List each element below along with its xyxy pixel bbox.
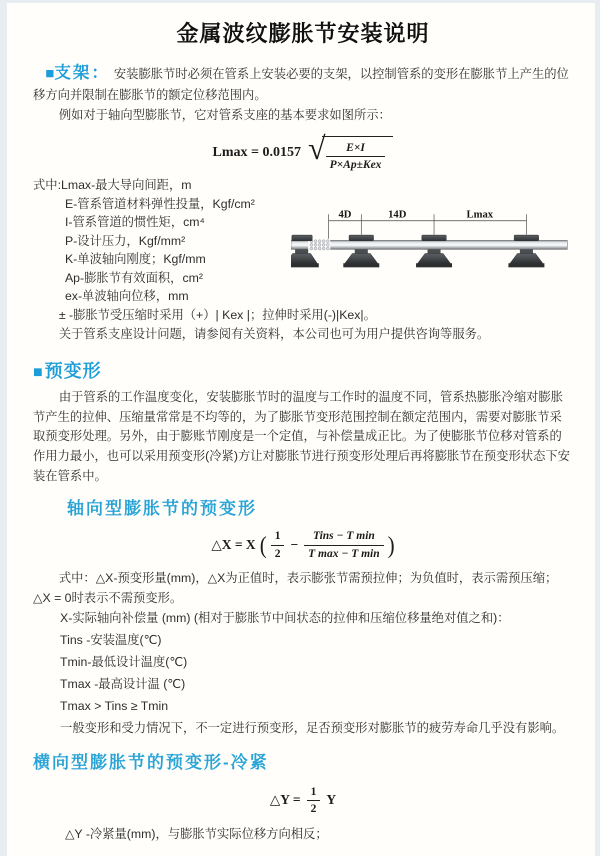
section-square-icon: ■ bbox=[45, 65, 55, 82]
axial-definition-line: Tmax -最高设计温 (℃) bbox=[60, 676, 186, 691]
lateral-predeform-formula bbox=[33, 785, 573, 817]
axial-formula-lhs: △X = X bbox=[211, 537, 256, 553]
one-half-fraction bbox=[307, 785, 321, 817]
axial-predeform-formula bbox=[33, 529, 573, 561]
axial-definition-line: Tins -安装温度(℃) bbox=[60, 633, 162, 648]
definition-line: I-管系管道的惯性矩，cm⁴ bbox=[64, 215, 205, 230]
predeform-heading-text: 预变形 bbox=[44, 360, 102, 381]
radical-expression bbox=[308, 129, 393, 173]
consulting-note-line: 关于管系支座设计问题，请参阅有关资料，本公司也可为用户提供咨询等服务。 bbox=[58, 327, 490, 342]
definitions-and-diagram bbox=[33, 176, 573, 305]
pipe bbox=[291, 241, 567, 250]
half-numerator: 1 bbox=[271, 529, 285, 545]
lmax-fraction-numerator: E×I bbox=[326, 141, 386, 157]
lmax-formula-lhs: Lmax = 0.0157 bbox=[212, 145, 302, 161]
lmax-fraction bbox=[326, 141, 386, 173]
definition-line: 式中:Lmax-最大导向间距，m bbox=[33, 178, 192, 193]
document-page bbox=[7, 3, 595, 856]
predeform-paragraph: 由于管系的工作温度变化，安装膨胀节时的温度与工作时的温度不同，管系热膨胀冷缩对膨胀节产生的拉伸、压缩量常常是不均等的，为了膨胀节变形范围控制在额定范围内，需要对膨胀节采取预变形处理。另外，由于膨账节刚度是一个定值，与补偿量成正比。为了使膨胀节位移对管系的作用力最小，也可以采用预变形(冷紧)方让对膨胀节进行预变形处理后再将膨胀节在预变形状态下安装在管系中。 bbox=[33, 389, 570, 483]
support-intro-text: 安装膨胀节时必须在管系上安装必要的支架，以控制管系的变形在膨胀节上产生的位移方向并限制在膨胀节的额定位移范围内。 bbox=[33, 67, 569, 103]
definition-line: P-设计压力，Kgf/mm² bbox=[64, 233, 186, 248]
close-paren: ) bbox=[387, 530, 395, 559]
axial-definition-line: Tmin-最低设计温度(℃) bbox=[60, 655, 188, 670]
axial-definition-line: Tmax > Tins ≥ Tmin bbox=[60, 698, 169, 713]
radical-sign: √ bbox=[308, 129, 326, 166]
support-3 bbox=[508, 236, 544, 268]
axial-note-line: 一般变形和受力情况下，不一定进行预变形，足否预变形对膨胀节的疲劳寿命几乎没有影响。 bbox=[60, 720, 565, 735]
definition-line: Ap-膨胀节有效面积，cm² bbox=[64, 270, 203, 285]
definition-line: ex-单波轴向位移，mm bbox=[64, 289, 189, 304]
page-title: 金属波纹膨胀节安装说明 bbox=[176, 21, 430, 46]
pipe-support-diagram bbox=[291, 198, 573, 286]
minus-sign: − bbox=[290, 537, 299, 553]
section-square-icon: ■ bbox=[33, 363, 44, 381]
temperature-denominator: T max − T min bbox=[308, 547, 380, 560]
dimension-label-4d: 4D bbox=[338, 209, 352, 221]
axial-subsection-heading: 轴向型膨胀节的预变形 bbox=[67, 499, 257, 519]
axial-definitions-list bbox=[33, 608, 573, 739]
temperature-numerator: Tins − T min bbox=[304, 529, 384, 545]
temperature-fraction bbox=[304, 529, 384, 561]
axial-definition-line: X-实际轴向补偿量 (mm) (相对于膨胀节中间状态的拉伸和压缩位移量绝对值之和)： bbox=[60, 611, 510, 626]
cold-pull-definition-line: △Y -冷紧量(mm)，与膨胀节实际位移方向相反； bbox=[64, 827, 328, 842]
support-1 bbox=[343, 236, 379, 268]
axial-explanation-paragraph: 式中：△X-预变形量(mm)，△X为正值时，表示膨张节需预拉伸；为负值时，表示需预压缩；△X = 0时表示不需预变形。 bbox=[33, 571, 558, 605]
definition-line: E-管系管道材料弹性投量，Kgf/cm² bbox=[64, 196, 255, 211]
predeform-section-heading bbox=[33, 357, 573, 383]
half-denominator: 2 bbox=[310, 802, 317, 815]
plus-minus-note-line: ± -膨胀节受压缩时采用（+）| Kex |；拉伸时采用(-)|Kex|。 bbox=[58, 307, 376, 322]
one-half-fraction bbox=[271, 529, 285, 561]
definition-line: K-单波轴向刚度；Kgf/mm bbox=[64, 252, 206, 267]
radicand bbox=[322, 136, 394, 173]
lmax-formula bbox=[33, 129, 573, 173]
support-example-line: 例如对于轴向型膨胀节，它对管系支座的基本要求如图所示： bbox=[58, 108, 391, 123]
support-section-heading: 支架： bbox=[54, 64, 110, 82]
lmax-fraction-denominator: P×Ap±Kex bbox=[329, 159, 382, 172]
symbol-definitions-list bbox=[33, 176, 291, 305]
open-paren: ( bbox=[259, 530, 267, 559]
dimension-label-14d: 14D bbox=[388, 209, 407, 221]
half-numerator: 1 bbox=[307, 785, 321, 801]
half-denominator: 2 bbox=[274, 547, 281, 560]
lateral-formula-rhs: Y bbox=[326, 792, 337, 808]
support-2 bbox=[416, 236, 452, 268]
lateral-formula-lhs: △Y = bbox=[269, 792, 301, 808]
dimension-label-lmax: Lmax bbox=[466, 209, 494, 221]
lateral-subsection-heading: 横向型膨胀节的预变形-冷紧 bbox=[33, 752, 269, 772]
dimension-labels bbox=[338, 210, 493, 221]
support-intro-paragraph bbox=[33, 60, 573, 106]
